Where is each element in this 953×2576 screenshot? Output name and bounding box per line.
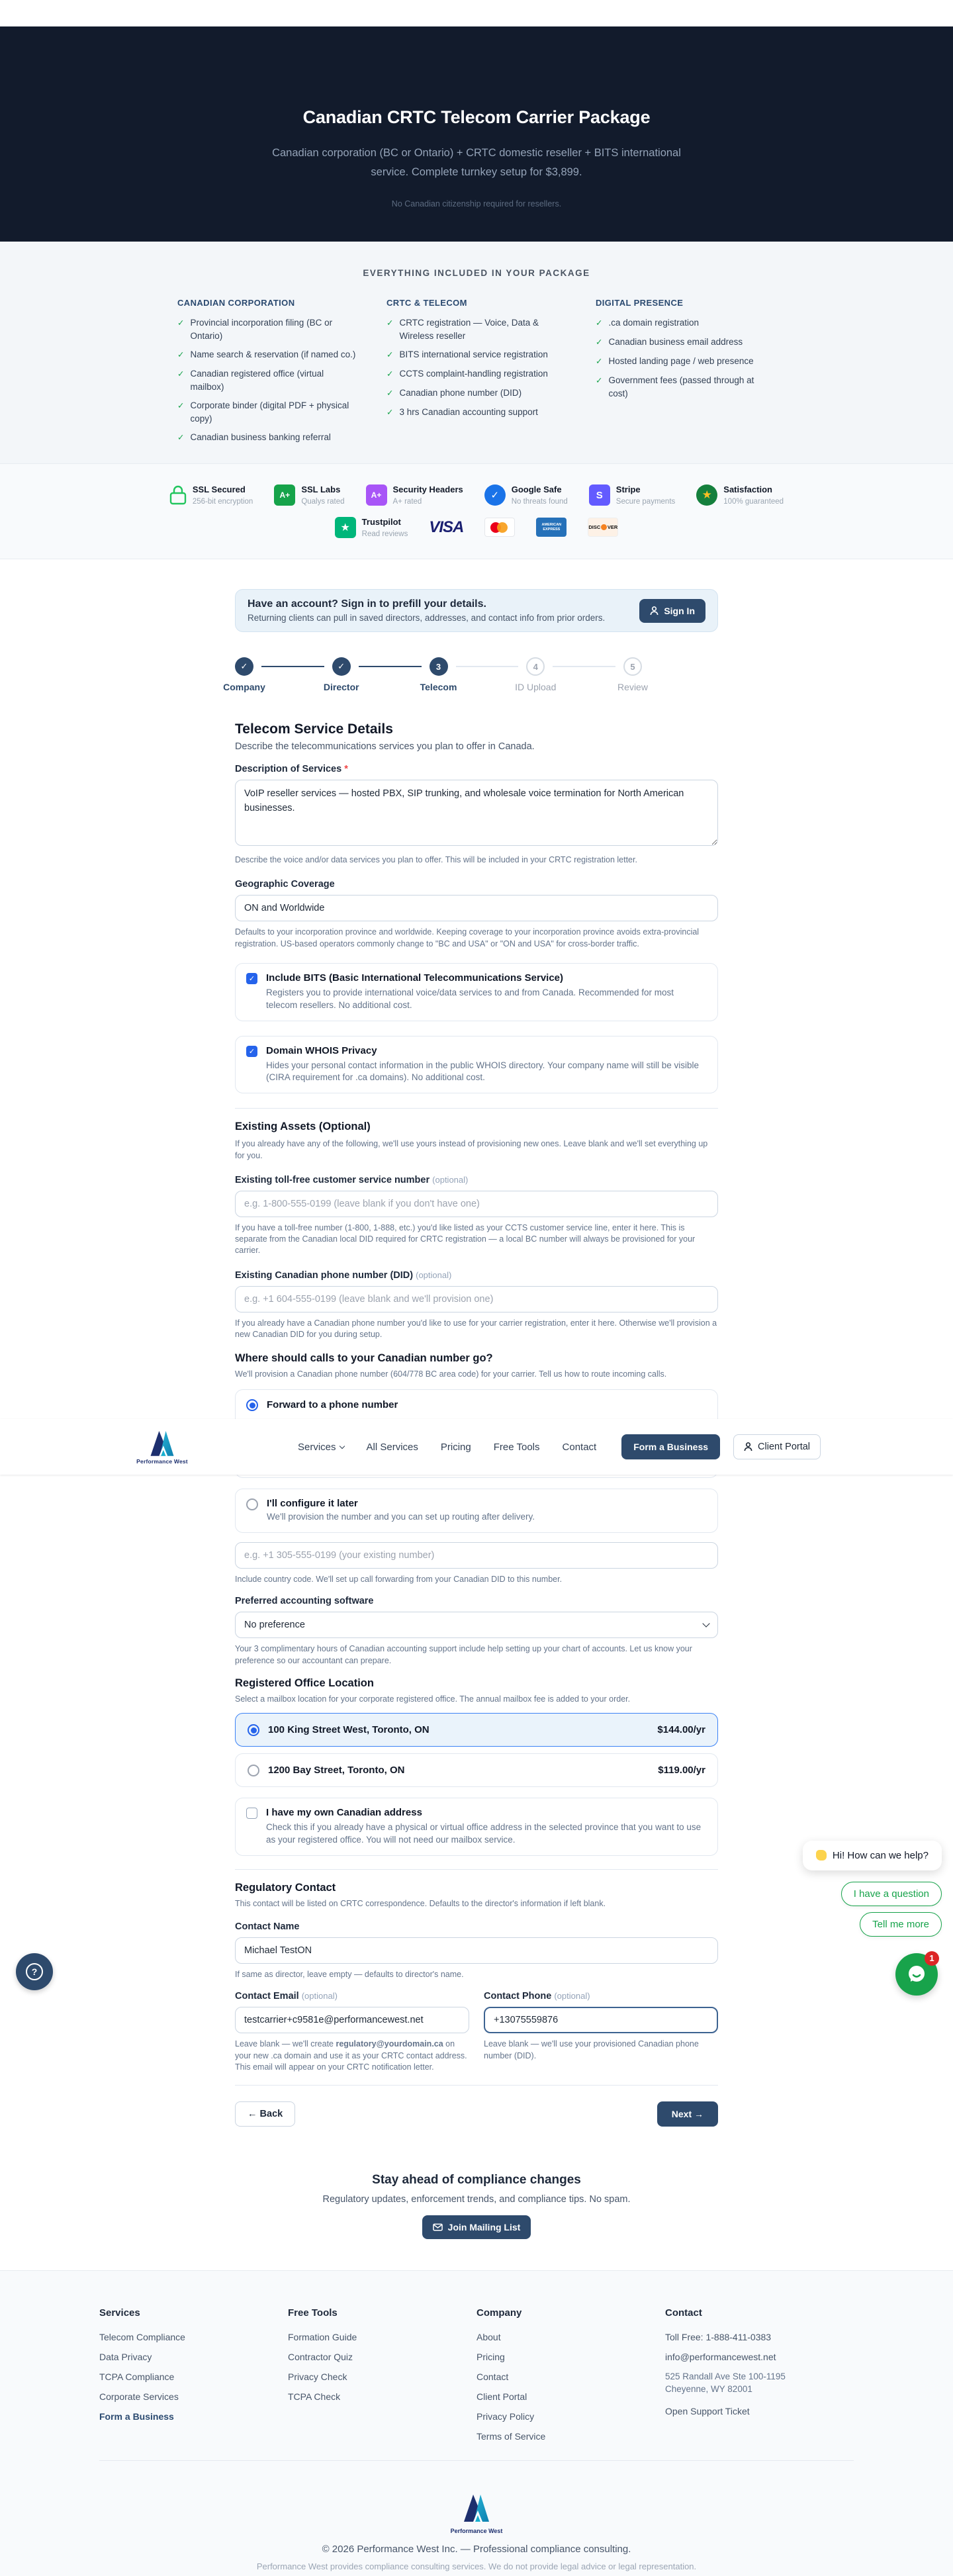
form-subtitle: Describe the telecommunications services you plan to offer in Canada. bbox=[235, 741, 535, 752]
description-help: Describe the voice and/or data services you plan to offer. This will be included in your CRTC registration letter. bbox=[235, 855, 637, 864]
footer-link[interactable]: Pricing bbox=[476, 2352, 505, 2362]
chat-smile-icon bbox=[905, 1963, 928, 1986]
top-gap bbox=[0, 0, 953, 26]
footer-col-title: Services bbox=[99, 2307, 140, 2319]
navbar-logo-text: Performance West bbox=[136, 1458, 188, 1465]
included-col-telecom bbox=[386, 298, 567, 450]
footer-bottom bbox=[0, 2481, 953, 2571]
footer-copyright: © 2026 Performance West Inc. — Professional compliance consulting. bbox=[322, 2544, 631, 2555]
route-forward-radio[interactable] bbox=[246, 1399, 258, 1411]
navbar-logo[interactable] bbox=[126, 1429, 199, 1465]
mail-icon bbox=[433, 2223, 443, 2231]
route-later-desc: We'll provision the number and you can set up routing after delivery. bbox=[267, 1512, 535, 1522]
footer-link[interactable]: Contact bbox=[476, 2371, 509, 2382]
office-option-king[interactable] bbox=[235, 1713, 718, 1747]
step-label-id-upload: ID Upload bbox=[515, 682, 557, 692]
included-item: ✓ Corporate binder (digital PDF + physical copy) bbox=[177, 399, 357, 425]
office-bay-label: 1200 Bay Street, Toronto, ON bbox=[268, 1765, 405, 1776]
check-icon: ✓ bbox=[596, 338, 603, 347]
footer-link[interactable]: Corporate Services bbox=[99, 2391, 179, 2402]
footer-link[interactable]: Data Privacy bbox=[99, 2352, 152, 2362]
included-item: ✓ Government fees (passed through at cost) bbox=[596, 374, 776, 400]
contact-phone-label: Contact Phone (optional) bbox=[484, 1991, 590, 2002]
office-king-label: 100 King Street West, Toronto, ON bbox=[268, 1724, 430, 1736]
own-address-title: I have my own Canadian address bbox=[266, 1807, 422, 1819]
step-connector bbox=[553, 666, 615, 667]
signin-subtitle: Returning clients can pull in saved directors, addresses, and contact info from prior orders. bbox=[248, 613, 606, 623]
nav-services[interactable]: Services bbox=[298, 1442, 344, 1453]
contact-name-label: Contact Name bbox=[235, 1921, 300, 1933]
whois-title: Domain WHOIS Privacy bbox=[266, 1044, 377, 1056]
route-later-radio[interactable] bbox=[246, 1498, 258, 1510]
did-label: Existing Canadian phone number (DID) (optional) bbox=[235, 1269, 452, 1281]
geo-coverage-label: Geographic Coverage bbox=[235, 879, 335, 890]
office-heading: Registered Office Location bbox=[235, 1677, 374, 1689]
bits-desc: Registers you to provide international voice/data services to and from Canada. Recommended for most telecom resellers. No additional cost. bbox=[266, 987, 674, 1010]
newsletter-subtitle: Regulatory updates, enforcement trends, and compliance tips. No spam. bbox=[322, 2194, 631, 2205]
chat-greeting-text: Hi! How can we help? bbox=[832, 1849, 929, 1861]
step-connector bbox=[456, 666, 519, 667]
hero-note: No Canadian citizenship required for resellers. bbox=[391, 199, 562, 208]
included-col-digital bbox=[596, 298, 776, 450]
badge-ssl-labs: A+ SSL Labs Qualys rated bbox=[274, 483, 344, 507]
office-option-bay[interactable] bbox=[235, 1753, 718, 1787]
page-title: Canadian CRTC Telecom Carrier Package bbox=[302, 107, 651, 127]
discover-logo: DISC VER bbox=[588, 518, 618, 537]
bits-option-card[interactable] bbox=[235, 963, 718, 1021]
divider bbox=[235, 2085, 718, 2086]
included-item: ✓ Hosted landing page / web presence bbox=[596, 355, 776, 368]
regulatory-section bbox=[31, 1849, 934, 2073]
chat-question-button[interactable]: I have a question bbox=[841, 1882, 942, 1906]
footer-link[interactable]: Formation Guide bbox=[288, 2332, 357, 2342]
footer-link[interactable]: About bbox=[476, 2332, 501, 2342]
footer-link[interactable]: Privacy Policy bbox=[476, 2411, 535, 2422]
forward-number-help: Include country code. We'll set up call forwarding from your Canadian DID to this number. bbox=[235, 1575, 563, 1585]
progress-stepper bbox=[223, 657, 648, 692]
footer-link[interactable]: Client Portal bbox=[476, 2391, 527, 2402]
footer-divider bbox=[99, 2460, 854, 2461]
step-label-director: Director bbox=[323, 682, 359, 692]
footer-col-services bbox=[99, 2307, 288, 2451]
form-heading: Telecom Service Details bbox=[235, 721, 393, 737]
footer-col-title: Free Tools bbox=[288, 2307, 338, 2319]
footer-col-title: Contact bbox=[665, 2307, 702, 2319]
step-label-review: Review bbox=[617, 682, 648, 692]
included-item: ✓ 3 hrs Canadian accounting support bbox=[386, 406, 567, 419]
hero-section bbox=[0, 26, 953, 242]
footer-col-company bbox=[476, 2307, 665, 2451]
step-review-circle[interactable]: 5 bbox=[623, 657, 642, 676]
back-button[interactable]: ← Back bbox=[235, 2101, 295, 2127]
chat-launcher-button[interactable] bbox=[895, 1953, 938, 1996]
step-label-company: Company bbox=[223, 682, 265, 692]
footer-link[interactable]: TCPA Compliance bbox=[99, 2371, 175, 2382]
hero-subtitle: Canadian corporation (BC or Ontario) + CRTC domestic reseller + BITS international service. Complete turnkey setup for $3,899. bbox=[272, 147, 681, 178]
trustpilot-star-icon: ★ bbox=[335, 517, 356, 538]
wizard-actions bbox=[235, 2101, 718, 2127]
badge-google-safe: ✓ Google Safe No threats found bbox=[484, 483, 568, 507]
tollfree-help: If you have a toll-free number (1-800, 1-888, etc.) you'd like listed as your CCTS customer service line, enter it here. This is separate from the Canadian local DID required for CRTC registration — a local BC number will always be provisioned for your carrier. bbox=[235, 1222, 696, 1256]
included-item: ✓ Canadian business email address bbox=[596, 336, 776, 349]
contact-email-help: Leave blank — we'll create regulatory@yourdomain.ca on your new .ca domain and use it as your CRTC contact address. This email will appear on your CRTC notification letter. bbox=[235, 2039, 467, 2072]
contact-phone-field bbox=[484, 1991, 718, 2073]
badge-stripe: S Stripe Secure payments bbox=[589, 483, 676, 507]
a-plus-icon: A+ bbox=[366, 484, 387, 506]
chevron-down-icon bbox=[339, 1444, 344, 1449]
check-icon: ✓ bbox=[177, 350, 185, 360]
divider bbox=[235, 1108, 718, 1109]
bits-checkbox[interactable]: ✓ bbox=[246, 973, 257, 984]
footer-disclaimer: Performance West provides compliance consulting services. We do not provide legal advice or legal representation. bbox=[256, 2561, 697, 2571]
office-desc: Select a mailbox location for your corporate registered office. The annual mailbox fee is added to your order. bbox=[235, 1694, 631, 1704]
contact-phone-input[interactable] bbox=[484, 2007, 718, 2033]
chevron-down-icon bbox=[702, 1620, 709, 1628]
footer bbox=[0, 2270, 953, 2576]
footer-col-free-tools bbox=[288, 2307, 476, 2451]
included-item: ✓ BITS international service registration bbox=[386, 348, 567, 361]
footer-columns bbox=[99, 2307, 854, 2451]
site-navbar bbox=[0, 1419, 953, 1475]
routing-desc: We'll provision a Canadian phone number (604/778 BC area code) for your carrier. Tell us how to route incoming calls. bbox=[235, 1369, 667, 1379]
step-telecom-circle[interactable]: 3 bbox=[430, 657, 448, 676]
nav-pricing[interactable]: Pricing bbox=[440, 1441, 471, 1453]
footer-link[interactable]: Telecom Compliance bbox=[99, 2332, 185, 2342]
assets-desc: If you already have any of the following, we'll use yours instead of provisioning new ones. Leave blank and we'll set everything up for you. bbox=[235, 1139, 708, 1160]
badge-ssl-secured: SSL Secured 256-bit encryption bbox=[169, 483, 253, 507]
lock-icon bbox=[169, 484, 187, 506]
footer-tollfree: Toll Free: 1-888-411-0383 bbox=[665, 2332, 772, 2342]
included-col-title: CRTC & TELECOM bbox=[386, 298, 467, 308]
check-icon: ✓ bbox=[177, 401, 185, 411]
footer-col-title: Company bbox=[476, 2307, 522, 2319]
check-icon: ✓ bbox=[177, 318, 185, 328]
assets-heading: Existing Assets (Optional) bbox=[235, 1121, 371, 1133]
office-king-price: $144.00/yr bbox=[657, 1724, 705, 1736]
badge-row-payments bbox=[335, 516, 619, 539]
client-portal-button[interactable]: Client Portal bbox=[733, 1434, 821, 1459]
regulatory-desc: This contact will be listed on CRTC correspondence. Defaults to the director's information if left blank. bbox=[235, 1898, 606, 1908]
help-button[interactable] bbox=[16, 1953, 53, 1990]
own-address-card[interactable] bbox=[235, 1798, 718, 1856]
route-forward-label: Forward to a phone number bbox=[267, 1399, 398, 1411]
did-help: If you already have a Canadian phone number you'd like to use for your carrier registration, enter it here. Otherwise we'll provision a new Canadian DID for you during setup. bbox=[235, 1318, 717, 1339]
check-icon: ✓ bbox=[386, 369, 394, 379]
check-icon: ✓ bbox=[177, 369, 185, 379]
included-item: ✓ Name search & reservation (if named co.) bbox=[177, 348, 357, 361]
check-icon: ✓ bbox=[596, 376, 603, 385]
route-later-label: I'll configure it later bbox=[267, 1498, 358, 1510]
included-col-title: CANADIAN CORPORATION bbox=[177, 298, 295, 308]
included-item: ✓ CRTC registration — Voice, Data & Wireless reseller bbox=[386, 316, 567, 342]
forward-number-input[interactable] bbox=[235, 1542, 718, 1569]
accounting-help: Your 3 complimentary hours of Canadian accounting support include help setting up your chart of accounts. Let us know your preference so our accountant can prepare. bbox=[235, 1644, 692, 1665]
stripe-icon: S bbox=[589, 484, 610, 506]
chat-unread-badge: 1 bbox=[925, 1951, 939, 1966]
step-connector bbox=[359, 666, 422, 667]
contact-name-input[interactable] bbox=[235, 1937, 718, 1964]
footer-col-contact bbox=[665, 2307, 854, 2451]
included-item: ✓ Canadian phone number (DID) bbox=[386, 387, 567, 400]
navbar-links bbox=[298, 1442, 596, 1453]
badge-trustpilot[interactable]: ★ Trustpilot Read reviews bbox=[335, 516, 408, 539]
chat-tell-me-more-button[interactable]: Tell me more bbox=[860, 1912, 942, 1937]
contact-email-label: Contact Email (optional) bbox=[235, 1991, 338, 2002]
routing-heading: Where should calls to your Canadian number go? bbox=[235, 1352, 493, 1365]
check-icon: ✓ bbox=[386, 408, 394, 418]
office-bay-price: $119.00/yr bbox=[658, 1765, 705, 1776]
check-icon: ✓ bbox=[596, 318, 603, 328]
newsletter-heading: Stay ahead of compliance changes bbox=[372, 2173, 581, 2187]
step-director-circle[interactable]: ✓ bbox=[332, 657, 351, 676]
check-icon: ✓ bbox=[386, 350, 394, 360]
nav-free-tools[interactable]: Free Tools bbox=[493, 1441, 540, 1453]
check-icon: ✓ bbox=[596, 357, 603, 366]
wave-emoji-icon bbox=[816, 1850, 827, 1861]
included-item: ✓ CCTS complaint-handling registration bbox=[386, 367, 567, 381]
footer-address-line2: Cheyenne, WY 82001 bbox=[665, 2384, 752, 2394]
step-id-upload-circle[interactable]: 4 bbox=[526, 657, 545, 676]
star-icon: ★ bbox=[696, 484, 717, 506]
accounting-label: Preferred accounting software bbox=[235, 1596, 374, 1607]
route-later-card[interactable] bbox=[235, 1489, 718, 1533]
signin-banner bbox=[235, 589, 718, 632]
performance-west-logo-icon bbox=[460, 2493, 493, 2522]
footer-support-ticket[interactable]: Open Support Ticket bbox=[665, 2406, 750, 2416]
footer-link[interactable]: Contractor Quiz bbox=[288, 2352, 353, 2362]
check-icon: ✓ bbox=[177, 433, 185, 443]
footer-email[interactable]: info@performancewest.net bbox=[665, 2352, 776, 2362]
main-section bbox=[0, 559, 953, 2270]
shield-check-icon: ✓ bbox=[484, 484, 506, 506]
check-icon: ✓ bbox=[386, 389, 394, 398]
own-address-desc: Check this if you already have a physical or virtual office address in the selected province that you want to use as your registered office. You will not need our mailbox service. bbox=[266, 1822, 702, 1845]
contact-email-input[interactable] bbox=[235, 2007, 469, 2033]
footer-link[interactable]: Privacy Check bbox=[288, 2371, 347, 2382]
join-mailing-list-button[interactable]: Join Mailing List bbox=[422, 2215, 531, 2239]
office-bay-radio[interactable] bbox=[248, 1765, 259, 1776]
whois-checkbox[interactable]: ✓ bbox=[246, 1046, 257, 1057]
form-a-business-button[interactable]: Form a Business bbox=[621, 1434, 720, 1459]
whois-option-card[interactable] bbox=[235, 1036, 718, 1094]
contact-email-field bbox=[235, 1991, 469, 2073]
geo-coverage-input[interactable] bbox=[235, 895, 718, 921]
included-section bbox=[0, 242, 953, 463]
description-textarea[interactable] bbox=[235, 780, 718, 846]
amex-logo: AMERICAN EXPRESS bbox=[536, 518, 567, 537]
visa-logo: VISA bbox=[429, 518, 464, 536]
tollfree-input[interactable] bbox=[235, 1191, 718, 1217]
regulatory-heading: Regulatory Contact bbox=[235, 1881, 336, 1894]
included-grid bbox=[0, 298, 953, 450]
badge-satisfaction: ★ Satisfaction 100% guaranteed bbox=[696, 483, 784, 507]
question-mark-icon: ? bbox=[26, 1963, 43, 1980]
step-company-circle[interactable]: ✓ bbox=[235, 657, 253, 676]
footer-logo-text: Performance West bbox=[450, 2528, 503, 2534]
newsletter-section bbox=[0, 2173, 953, 2239]
sign-in-button[interactable]: Sign In bbox=[639, 599, 705, 623]
chat-greeting-bubble bbox=[803, 1841, 942, 1870]
navbar-ctas bbox=[621, 1434, 821, 1459]
included-col-corporation bbox=[177, 298, 357, 450]
contact-name-help: If same as director, leave empty — defaults to director's name. bbox=[235, 1970, 464, 1980]
signin-title: Have an account? Sign in to prefill your details. bbox=[248, 598, 486, 610]
included-item: ✓ Canadian registered office (virtual mailbox) bbox=[177, 367, 357, 393]
included-item: ✓ Provincial incorporation filing (BC or Ontario) bbox=[177, 316, 357, 342]
did-input[interactable] bbox=[235, 1286, 718, 1312]
bits-title: Include BITS (Basic International Telecommunications Service) bbox=[266, 972, 564, 984]
footer-link-form-a-business[interactable]: Form a Business bbox=[99, 2411, 174, 2422]
footer-link[interactable]: TCPA Check bbox=[288, 2391, 341, 2402]
person-icon bbox=[650, 606, 658, 616]
nav-contact[interactable]: Contact bbox=[562, 1441, 597, 1453]
office-king-radio[interactable] bbox=[248, 1724, 259, 1736]
included-item: ✓ Canadian business banking referral bbox=[177, 431, 357, 444]
step-connector bbox=[261, 666, 324, 667]
next-button[interactable]: Next → bbox=[657, 2101, 718, 2127]
route-forward-card[interactable] bbox=[136, 1389, 811, 1478]
check-icon: ✓ bbox=[386, 318, 394, 328]
geo-coverage-help: Defaults to your incorporation province and worldwide. Keeping coverage to your incorporation province avoids extra-provincial registration. US-based operators commonly change to "BC and USA" or "ON and USA" for cross-border traffic. bbox=[235, 927, 700, 948]
accounting-select[interactable]: No preference bbox=[235, 1612, 718, 1638]
badge-row-security bbox=[169, 483, 784, 507]
mastercard-logo bbox=[484, 518, 515, 537]
own-address-checkbox[interactable] bbox=[246, 1808, 257, 1819]
contact-phone-help: Leave blank — we'll use your provisioned Canadian phone number (DID). bbox=[484, 2039, 699, 2060]
performance-west-logo-icon bbox=[147, 1429, 177, 1457]
included-item: ✓ .ca domain registration bbox=[596, 316, 776, 330]
included-col-title: DIGITAL PRESENCE bbox=[596, 298, 684, 308]
included-heading: EVERYTHING INCLUDED IN YOUR PACKAGE bbox=[363, 268, 590, 278]
footer-address-line1: 525 Randall Ave Ste 100-1195 bbox=[665, 2371, 786, 2381]
badge-security-headers: A+ Security Headers A+ rated bbox=[366, 483, 463, 507]
a-plus-icon: A+ bbox=[274, 484, 295, 506]
description-label: Description of Services * bbox=[235, 764, 348, 774]
tollfree-label: Existing toll-free customer service number (optional) bbox=[235, 1174, 469, 1185]
person-icon bbox=[744, 1442, 752, 1451]
trust-badges-section bbox=[0, 463, 953, 559]
nav-all-services[interactable]: All Services bbox=[366, 1441, 418, 1453]
step-label-telecom: Telecom bbox=[420, 682, 457, 692]
divider bbox=[235, 1869, 718, 1870]
whois-desc: Hides your personal contact information in the public WHOIS directory. Your company name will still be visible (CIRA requirement for .ca domains). No additional cost. bbox=[266, 1060, 700, 1083]
footer-link[interactable]: Terms of Service bbox=[476, 2431, 546, 2442]
